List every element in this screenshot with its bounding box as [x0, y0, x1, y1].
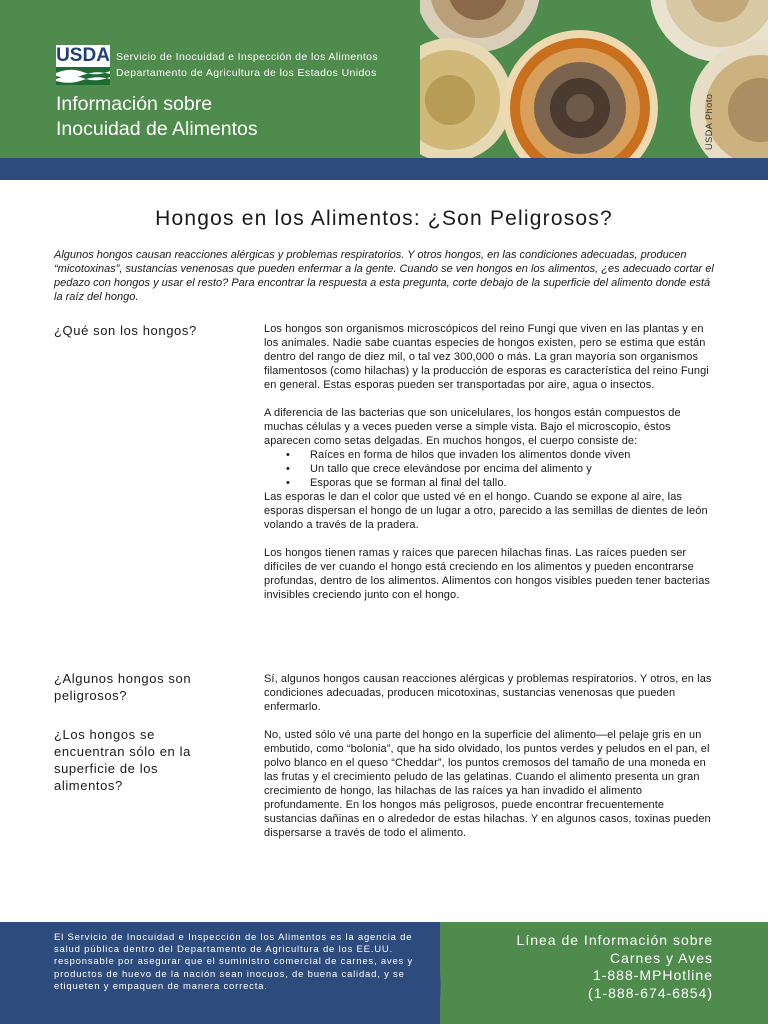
section-question-2: ¿Algunos hongos son peligrosos? [54, 671, 192, 703]
section-question-3: ¿Los hongos se encuentran sólo en la superficie de los alimentos? [54, 727, 191, 793]
footer-agency-description: El Servicio de Inocuidad e Inspección de los Alimentos es la agencia de salud pública dentro del Departamento de Agricultura de los EE.UU. responsable por asegurar que el suministro comercial de carnes, aves y productos de huevo de la nación sean inocuos, de buena calidad, y se etiqueten y empaquen de manera correcta. [54, 932, 414, 992]
hotline-phone-number: (1-888-674-6854) [588, 984, 713, 1001]
usda-logo-text: USDA [56, 45, 110, 66]
list-item: • Raíces en forma de hilos que invaden los alimentos donde viven [310, 448, 714, 462]
usda-logo [56, 45, 110, 85]
agency-line-1: Servicio de Inocuidad e Inspección de los Alimentos [116, 51, 379, 63]
hotline-line-1: Línea de Información sobre [516, 932, 713, 948]
usda-landscape-icon [56, 67, 110, 85]
list-item: • Un tallo que crece elevándose por encima del alimento y [310, 462, 714, 476]
section-answer-2 [264, 672, 714, 728]
agency-line-2: Departamento de Agricultura de los Estados Unidos [116, 67, 377, 79]
answer-paragraph: Las esporas le dan el color que usted vé en el hongo. Cuando se expone al aire, las esporas dispersan el hongo de un lugar a otro, parecido a las semillas de dientes de león volando a través de la pradera. [264, 491, 708, 531]
section-answer-3 [264, 728, 714, 854]
answer-paragraph: Los hongos tienen ramas y raíces que parecen hilachas finas. Las raíces pueden ser difíciles de ver cuando el hongo está creciendo en los alimentos y pueden encontrarse profundas, dentro de los alimentos. Alimentos con hongos visibles pueden tener bacterias invisibles creciendo junto con el hongo. [264, 547, 711, 601]
header-divider-bar [0, 158, 768, 180]
hotline-info [470, 932, 713, 1002]
answer-paragraph: Sí, algunos hongos causan reacciones alérgicas y problemas respiratorios. Y otros, en las condiciones adecuadas, producen micotoxinas, sustancias venenosas que pueden enfermarlo. [264, 673, 712, 713]
hotline-phone-name: 1-888-MPHotline [592, 967, 713, 983]
answer-paragraph: Los hongos son organismos microscópicos del reino Fungi que viven en las plantas y en los animales. Nadie sabe cuantas especies de hongos existen, pero se estima que están dentro del rango de diez mil, o tal vez 300,000 o más. La gran mayoría son organismos filamentosos (como hilachas) y la producción de esporas es característica del reino Fungi en general. Estas esporas pueden ser transportadas por aire, agua o insectos. [264, 323, 709, 391]
answer-paragraph: No, usted sólo vé una parte del hongo en la superficie del alimento—el pelaje gris en un embutido, como “bolonia”, que ha sido olvidado, los puntos verdes y peludos en el pan, el polvo blanco en el queso “Cheddar”, los puntos cremosos del tamaño de una moneda en las frutas y el crecimiento peludo de las gelatinas. Cuando el alimento presenta un gran crecimiento de hongo, las hilachas de las raíces ya han invadido el alimento profundamente. En los hongos más peligrosos, puede encontrar frecuentemente sustancias dañinas en o alrededor de estas hilachas. Y en algunos casos, toxinas pueden dispersarse a través de todo el alimento. [264, 729, 711, 839]
answer-paragraph: A diferencia de las bacterias que son unicelulares, los hongos están compuestos de muchas células y a veces pueden verse a simple vista. Bajo el microscopio, éstos aparecen como setas delgadas. En muchos hongos, el cuerpo consiste de: [264, 407, 681, 447]
hotline-line-2: Carnes y Aves [609, 949, 713, 966]
structure-list [264, 448, 714, 490]
list-item: • Esporas que se forman al final del tallo. [310, 476, 714, 490]
section-question-1: ¿Qué son los hongos? [54, 323, 197, 338]
series-title [56, 92, 258, 142]
header-banner [0, 0, 768, 158]
intro-paragraph: Algunos hongos causan reacciones alérgicas y problemas respiratorios. Y otros hongos, en las condiciones adecuadas, producen “micotoxinas”, sustancias venenosas que pueden enfermar a la gente. Cuando se ven hongos en los alimentos, ¿es adecuado cortar el pedazo con hongos y usar el resto? Para encontrar la respuesta a esta pregunta, corte debajo de la superficie del alimento donde está la raíz del hongo. [54, 249, 714, 303]
section-answer-1 [264, 322, 714, 616]
mold-petri-dish-photo [420, 0, 768, 158]
page-title: Hongos en los Alimentos: ¿Son Peligrosos? [155, 207, 613, 230]
series-title-line-2: Inocuidad de Alimentos [56, 118, 258, 140]
photo-credit: USDA Photo [704, 93, 714, 150]
agency-name [116, 49, 378, 81]
series-title-line-1: Información sobre [56, 93, 213, 115]
